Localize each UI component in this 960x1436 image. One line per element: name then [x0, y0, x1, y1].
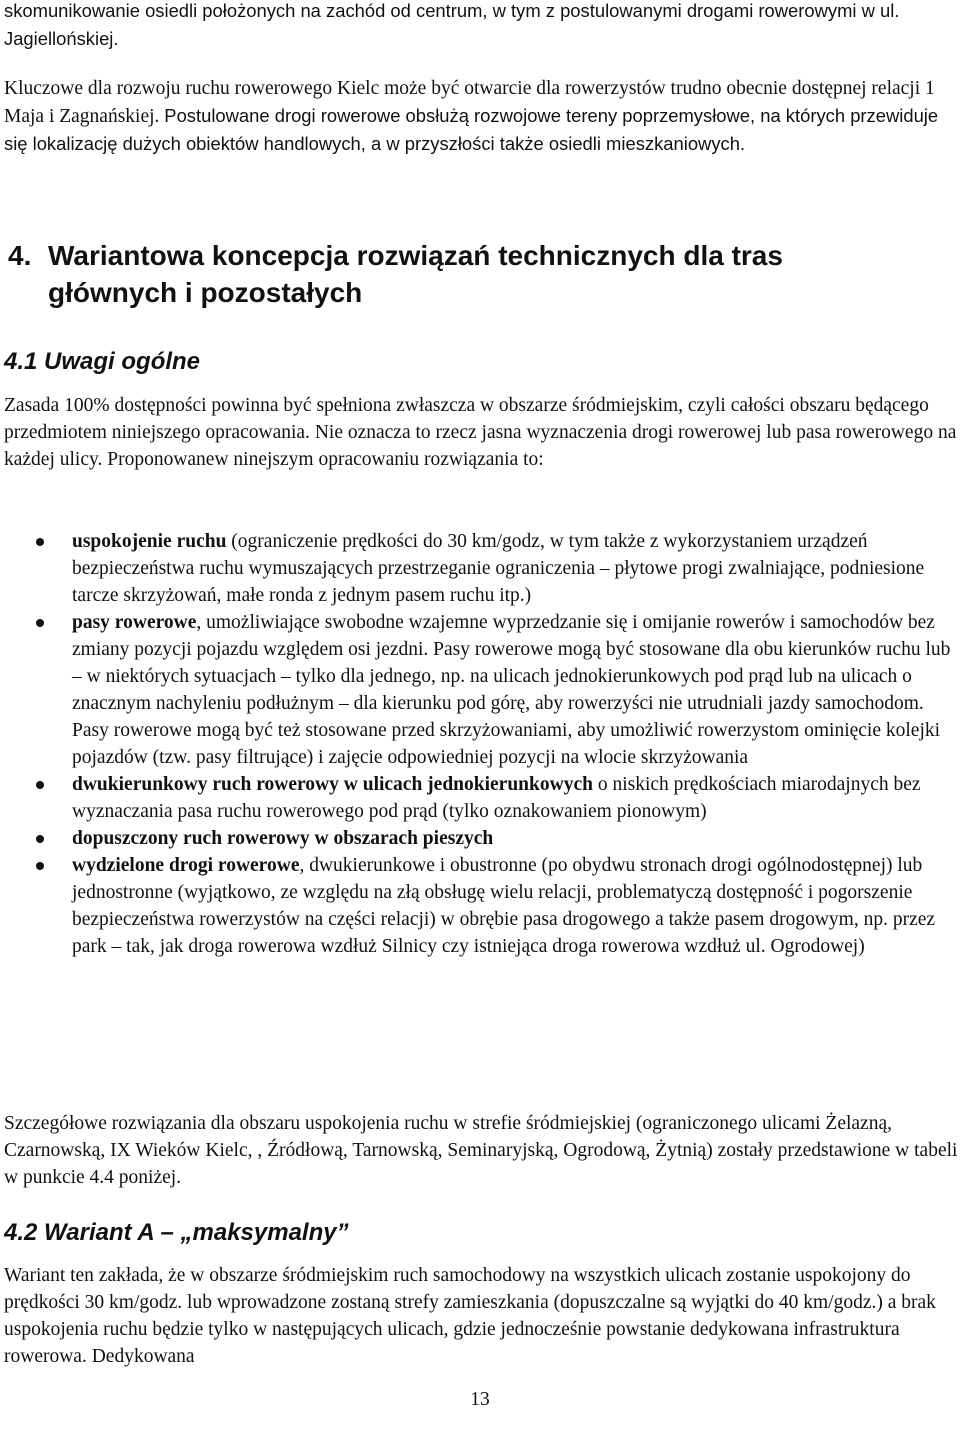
intro-paragraph	[4, 0, 960, 52]
section-4-2-heading-text: 4.2 Wariant A – „maksymalny”	[4, 1219, 349, 1246]
list-item	[0, 771, 960, 825]
list-item-text: , umożliwiające swobodne wzajemne wyprzedzanie się i omijanie rowerów i samochodów bez zmiany pozycji pojazdu względem osi jezdni. Pasy rowerowe mogą być stosowane dla obu kierunków ruchu lub – w niektórych sytuacjach – tylko dla jednego, np. na ulicach jednokierunkowych pod prąd lub na ulicach o znacznym nachyleniu podłużnym – dla kierunku pod górę, aby rowerzyści nie utrudniali jazdy samochodom. Pasy rowerowe mogą być też stosowane przed skrzyżowaniami, aby umożliwić rowerzystom ominięcie kolejki pojazdów (tzw. pasy filtrujące) i zajęcie odpowiedniej pozycji na wlocie skrzyżowania	[72, 612, 951, 768]
list-item-bold: dopuszczony ruch rowerowy w obszarach pieszych	[72, 828, 494, 849]
section-4-1-heading	[4, 347, 960, 377]
section-4-2-text: Wariant ten zakłada, że w obszarze śródmiejskim ruch samochodowy na wszystkich ulicach zostanie uspokojony do prędkości 30 km/godz. lub wprowadzone zostaną strefy zamieszkania (dopuszczalne są wyjątki do 40 km/godz.) a brak uspokojenia ruchu będzie tylko w następujących ulicach, gdzie jednocześnie powstanie dedykowana infrastruktura rowerowa. Dedykowana	[4, 1265, 936, 1367]
solutions-list	[0, 528, 960, 960]
section-4-number: 4.	[8, 240, 32, 271]
section-4-heading	[8, 237, 948, 311]
list-item-bold: uspokojenie ruchu	[72, 531, 227, 552]
section-4-1-para-part2: Nie oznacza to rzecz jasna wyznaczenia drogi rowerowej lub pasa rowerowego na każdej ulicy.	[4, 422, 957, 470]
list-item	[0, 825, 960, 852]
bullet-icon	[36, 862, 44, 870]
list-item	[0, 852, 960, 960]
list-item-bold: dwukierunkowy ruch rowerowy w ulicach jednokierunkowych	[72, 774, 593, 795]
paragraph-kluczowe-part1: Kluczowe dla rozwoju ruchu rowerowego Kielc może być otwarcie dla rowerzystów trudno obecnie dostępnej relacji 1 Maja i Zagnańskiej.	[4, 78, 935, 127]
section-4-2-paragraph	[4, 1262, 960, 1370]
bullet-icon	[36, 781, 44, 789]
intro-text: skomunikowanie osiedli położonych na zachód od centrum, w tym z postulowanymi drogami rowerowymi w ul. Jagiellońskiej.	[4, 0, 900, 49]
list-item-bold: pasy rowerowe	[72, 612, 197, 633]
list-item-text: (ograniczenie prędkości do 30 km/godz, w tym także z wykorzystaniem urządzeń bezpieczeństwa ruchu wymuszających przestrzeganie ograniczenia – płytowe progi zwalniające, podniesione tarcze skrzyżowań, małe ronda z jednym pasem ruchu itp.)	[72, 531, 925, 606]
section-4-title-line2: głównych i pozostałych	[48, 277, 363, 308]
section-4-1-para-part3: Proponowanew ninejszym opracowaniu rozwiązania to:	[107, 449, 544, 470]
paragraph-kluczowe-part2: Postulowane drogi rowerowe obsłużą rozwojowe tereny poprzemysłowe, na których przewiduje się lokalizację dużych obiektów handlowych, a w przyszłości także osiedli mieszkaniowych.	[4, 105, 939, 154]
bullet-icon	[36, 835, 44, 843]
details-paragraph	[4, 1110, 960, 1191]
list-item	[0, 528, 960, 609]
section-4-2-heading	[4, 1218, 960, 1248]
list-item-text: o niskich prędkościach miarodajnych bez wyznaczania pasa ruchu rowerowego pod prąd (tylko oznakowaniem pionowym)	[72, 774, 921, 822]
details-text: Szczegółowe rozwiązania dla obszaru uspokojenia ruchu w strefie śródmiejskiej (ograniczonego ulicami Żelazną, Czarnowską, IX Wieków Kielc, , Źródłową, Tarnowską, Seminaryjską, Ogrodową, Żytnią) zostały przedstawione w tabeli w punkcie 4.4 poniżej.	[4, 1113, 958, 1188]
bullet-icon	[36, 619, 44, 627]
bullet-icon	[36, 538, 44, 546]
page-number: 13	[470, 1389, 490, 1410]
section-4-1-heading-text: 4.1 Uwagi ogólne	[4, 348, 201, 375]
section-4-1-paragraph	[4, 392, 960, 473]
paragraph-kluczowe	[4, 75, 960, 158]
list-item-text: , dwukierunkowe i obustronne (po obydwu stronach drogi ogólnodostępnej) lub jednostronne (wyjątkowo, ze względu na złą obsługę wielu relacji, problematyczą dostępność i pogorszenie bezpieczeństwa rowerzystów na części relacji) w obrębie pasa drogowego a także pasem drogowym, np. przez park – tak, jak droga rowerowa wzdłuż Silnicy czy istniejąca droga rowerowa wzdłuż ul. Ogrodowej)	[72, 855, 936, 957]
list-item-bold: wydzielone drogi rowerowe	[72, 855, 300, 876]
section-4-title-line1: Wariantowa koncepcja rozwiązań technicznych dla tras	[48, 240, 783, 271]
section-4-1-para-part1: Zasada 100% dostępności powinna być spełniona zwłaszcza w obszarze śródmiejskim, czyli całości obszaru będącego przedmiotem niniejszego opracowania.	[4, 395, 929, 443]
list-item	[0, 609, 960, 771]
